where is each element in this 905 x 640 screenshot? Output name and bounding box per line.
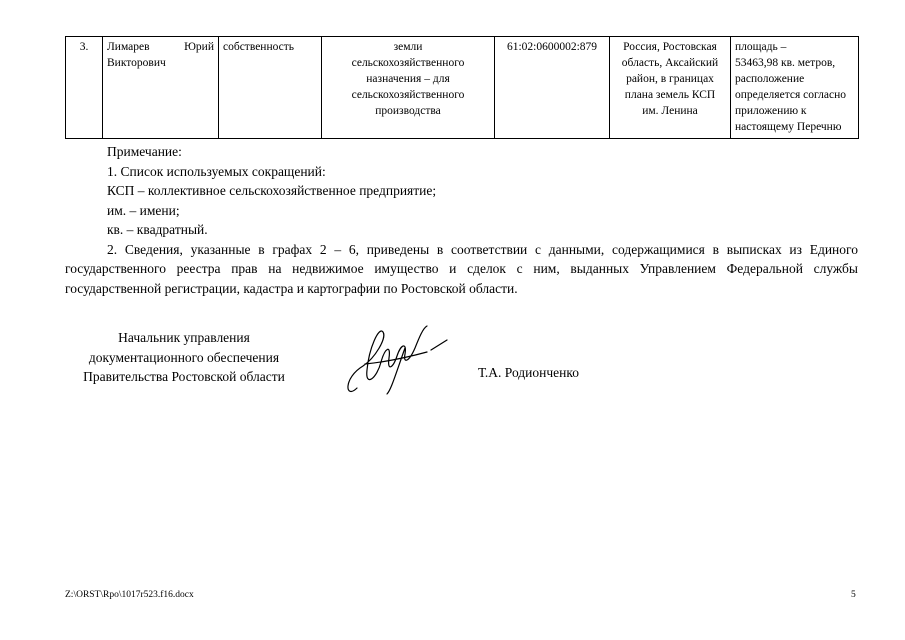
owner-patronymic: Викторович [107, 57, 166, 69]
area-line: площадь – [735, 41, 787, 53]
position-line: Правительства Ростовской области [83, 369, 285, 384]
notes-section [65, 142, 858, 298]
cadastral-number: 61:02:0600002:879 [506, 41, 598, 53]
handwritten-signature [335, 318, 455, 408]
abbreviation-im: им. – имени; [107, 202, 180, 218]
notes-item-1: 1. Список используемых сокращений: [107, 163, 326, 179]
land-category-line: назначения – для [366, 73, 450, 85]
area-line: настоящему Перечню [735, 121, 842, 133]
land-category-line: производства [375, 105, 441, 117]
table-row [66, 37, 859, 139]
location-line: Россия, Ростовская [623, 41, 717, 53]
area-line: приложению к [735, 105, 807, 117]
row-number-cell [66, 37, 103, 139]
land-category-line: земли [393, 41, 423, 53]
land-category-cell [322, 37, 495, 139]
owner-first-name: Юрий [184, 41, 214, 53]
position-line: документационного обеспечения [88, 349, 280, 365]
registry-table [65, 36, 859, 139]
location-line: им. Ленина [642, 105, 698, 117]
notes-heading: Примечание: [107, 144, 182, 159]
cadastral-cell [495, 37, 610, 139]
area-line: определяется согласно [735, 89, 846, 101]
right-type-cell [219, 37, 322, 139]
location-line: район, в границах [626, 73, 714, 85]
owner-line-1 [107, 39, 214, 55]
page-number: 5 [851, 590, 856, 600]
row-number: 3. [79, 41, 89, 53]
area-line: 53463,98 кв. метров, [735, 57, 836, 69]
position-line: Начальник управления [118, 330, 250, 345]
abbreviation-kv: кв. – квадратный. [107, 222, 208, 237]
signatory-position [60, 328, 308, 387]
signer-name: Т.А. Родионченко [478, 365, 579, 380]
location-line: область, Аксайский [621, 57, 719, 69]
abbreviation-ksp: КСП – коллективное сельскохозяйственное предприятие; [107, 183, 437, 198]
land-category-line: сельскохозяйственного [351, 57, 465, 69]
owner-cell [103, 37, 219, 139]
right-type: собственность [223, 41, 295, 53]
footer-file-path: Z:\ORST\Rpo\1017r523.f16.docx [65, 590, 194, 600]
location-cell [610, 37, 731, 139]
notes-item-2: 2. Сведения, указанные в графах 2 – 6, приведены в соответствии с данными, содержащимися в выписках из Единого государственного реестра прав на недвижимое имущество и сделок с ним, выданных Управлением Федеральной службы государственной регистрации, кадастра и картографии по Ростовской области. [65, 241, 858, 296]
location-line: плана земель КСП [624, 89, 716, 101]
land-category-line: сельскохозяйственного [351, 89, 465, 101]
area-line: расположение [735, 73, 805, 85]
area-cell [731, 37, 859, 139]
owner-surname: Лимарев [107, 41, 150, 53]
